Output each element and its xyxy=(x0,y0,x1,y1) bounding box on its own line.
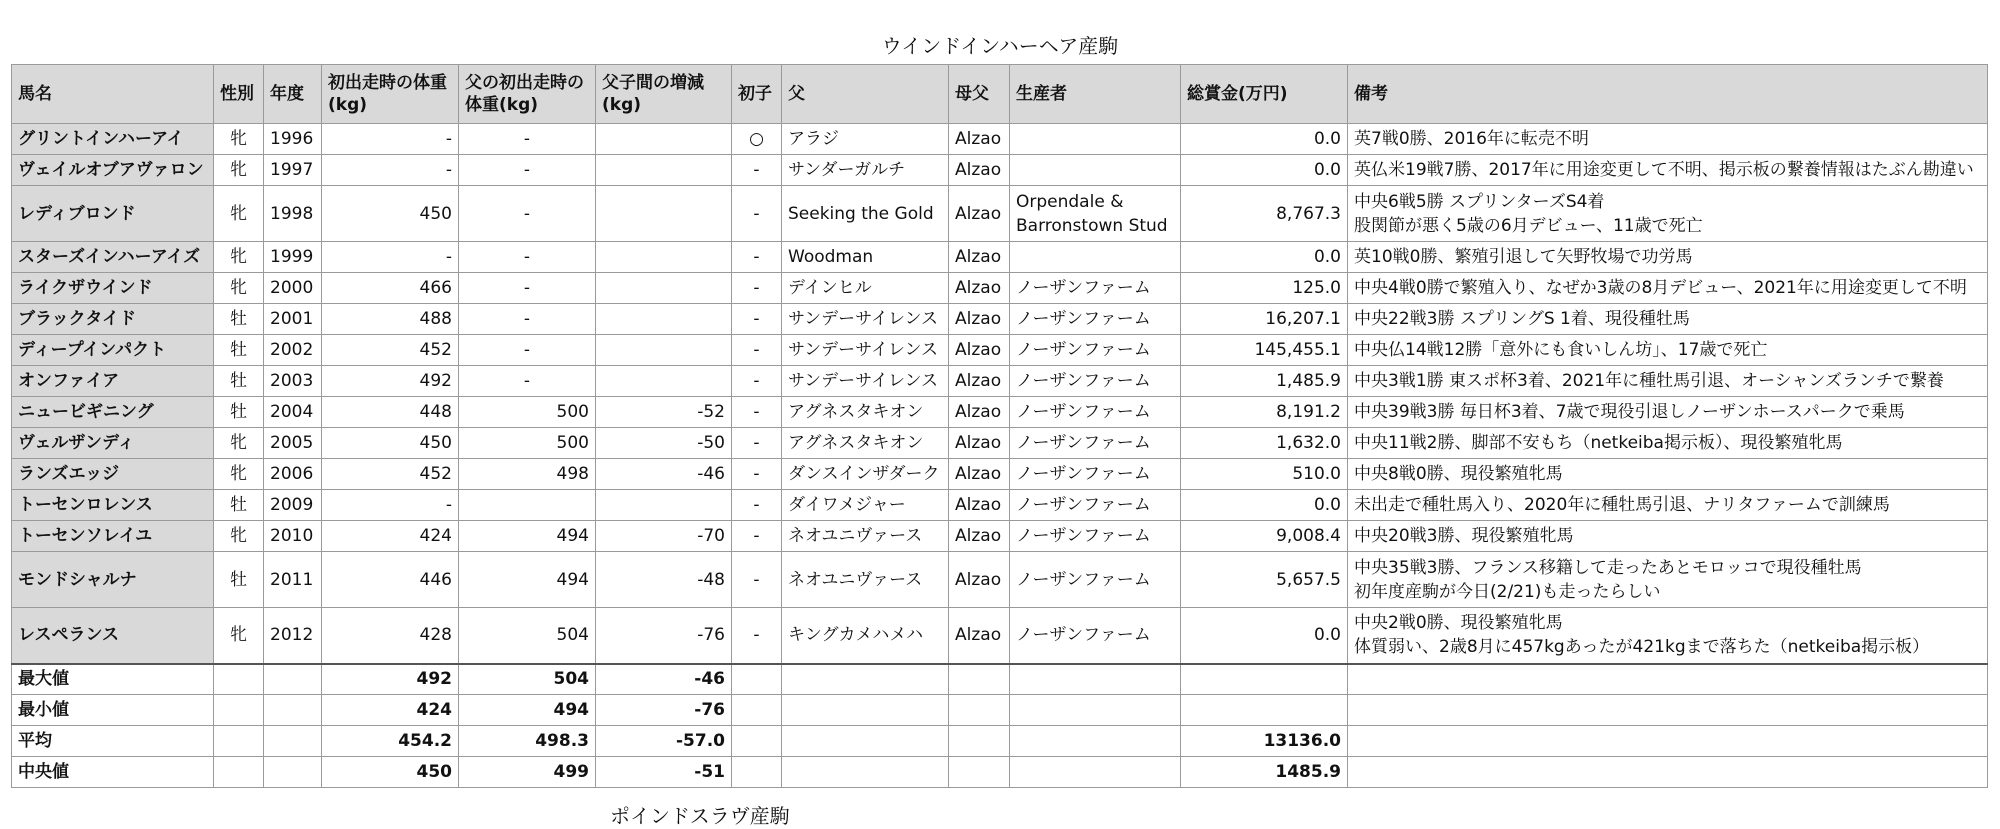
summary-empty-cell xyxy=(732,664,782,695)
summary-diff: -76 xyxy=(596,695,732,726)
cell-name: モンドシャルナ xyxy=(12,552,214,608)
table-row xyxy=(12,124,1988,155)
summary-empty-cell xyxy=(732,726,782,757)
cell-diff: -48 xyxy=(596,552,732,608)
cell-dam-sire: Alzao xyxy=(949,490,1010,521)
cell-year: 2002 xyxy=(264,335,322,366)
cell-prize: 9,008.4 xyxy=(1181,521,1348,552)
cell-first-foal: - xyxy=(732,186,782,242)
summary-empty-cell xyxy=(949,757,1010,788)
cell-sex: 牝 xyxy=(214,608,264,664)
table-row xyxy=(12,335,1988,366)
cell-sire: ネオユニヴァース xyxy=(782,552,949,608)
cell-sire-weight: 500 xyxy=(459,428,596,459)
cell-dam-sire: Alzao xyxy=(949,186,1010,242)
cell-diff: -52 xyxy=(596,397,732,428)
offspring-table xyxy=(11,64,1988,788)
cell-note: 中央11戦2勝、脚部不安もち（netkeiba掲示板）、現役繁殖牝馬 xyxy=(1348,428,1988,459)
cell-note: 中央35戦3勝、フランス移籍して走ったあとモロッコで現役種牡馬 初年度産駒が今日(2/21)も走ったらしい xyxy=(1348,552,1988,608)
summary-sire-weight: 504 xyxy=(459,664,596,695)
cell-name: ニュービギニング xyxy=(12,397,214,428)
cell-prize: 16,207.1 xyxy=(1181,304,1348,335)
summary-label: 中央値 xyxy=(12,757,214,788)
cell-breeder: ノーザンファーム xyxy=(1010,459,1181,490)
cell-name: トーセンソレイユ xyxy=(12,521,214,552)
cell-diff xyxy=(596,186,732,242)
summary-label: 最大値 xyxy=(12,664,214,695)
cell-diff xyxy=(596,242,732,273)
cell-weight: 450 xyxy=(322,428,459,459)
header-sire-weight: 父の初出走時の体重(kg) xyxy=(459,65,596,124)
cell-prize: 145,455.1 xyxy=(1181,335,1348,366)
cell-breeder: Orpendale & Barronstown Stud xyxy=(1010,186,1181,242)
cell-weight: - xyxy=(322,242,459,273)
cell-prize: 0.0 xyxy=(1181,490,1348,521)
summary-empty-cell xyxy=(1348,757,1988,788)
summary-prize xyxy=(1181,664,1348,695)
cell-sex: 牡 xyxy=(214,304,264,335)
cell-prize: 0.0 xyxy=(1181,608,1348,664)
cell-name: レスペランス xyxy=(12,608,214,664)
summary-empty-cell xyxy=(264,757,322,788)
cell-sire: サンデーサイレンス xyxy=(782,366,949,397)
cell-breeder: ノーザンファーム xyxy=(1010,521,1181,552)
cell-name: ヴェイルオブアヴァロン xyxy=(12,155,214,186)
cell-note: 未出走で種牡馬入り、2020年に種牡馬引退、ナリタファームで訓練馬 xyxy=(1348,490,1988,521)
cell-first-foal: - xyxy=(732,521,782,552)
cell-sire: アラジ xyxy=(782,124,949,155)
cell-sire: サンデーサイレンス xyxy=(782,304,949,335)
cell-first-foal: - xyxy=(732,428,782,459)
summary-empty-cell xyxy=(214,664,264,695)
cell-name: ライクザウインド xyxy=(12,273,214,304)
header-year: 年度 xyxy=(264,65,322,124)
cell-sire: アグネスタキオン xyxy=(782,397,949,428)
cell-weight: - xyxy=(322,155,459,186)
cell-year: 1999 xyxy=(264,242,322,273)
header-breeder: 生産者 xyxy=(1010,65,1181,124)
cell-prize: 8,767.3 xyxy=(1181,186,1348,242)
cell-first-foal: - xyxy=(732,155,782,186)
summary-label: 最小値 xyxy=(12,695,214,726)
summary-weight: 424 xyxy=(322,695,459,726)
cell-note: 中央仏14戦12勝「意外にも食いしん坊」、17歳で死亡 xyxy=(1348,335,1988,366)
cell-diff: -76 xyxy=(596,608,732,664)
summary-empty-cell xyxy=(782,726,949,757)
table-row xyxy=(12,186,1988,242)
cell-name: レディブロンド xyxy=(12,186,214,242)
cell-dam-sire: Alzao xyxy=(949,124,1010,155)
cell-name: ヴェルザンディ xyxy=(12,428,214,459)
header-prize: 総賞金(万円) xyxy=(1181,65,1348,124)
cell-first-foal: - xyxy=(732,397,782,428)
cell-breeder: ノーザンファーム xyxy=(1010,273,1181,304)
cell-weight: 492 xyxy=(322,366,459,397)
cell-dam-sire: Alzao xyxy=(949,366,1010,397)
cell-first-foal: - xyxy=(732,335,782,366)
cell-name: ディープインパクト xyxy=(12,335,214,366)
cell-name: トーセンロレンス xyxy=(12,490,214,521)
cell-diff: -50 xyxy=(596,428,732,459)
cell-note: 中央2戦0勝、現役繁殖牝馬 体質弱い、2歳8月に457kgあったが421kgまで落ちた（netkeiba掲示板） xyxy=(1348,608,1988,664)
cell-sire: サンデーサイレンス xyxy=(782,335,949,366)
summary-empty-cell xyxy=(264,726,322,757)
cell-sex: 牝 xyxy=(214,155,264,186)
summary-weight: 454.2 xyxy=(322,726,459,757)
cell-diff xyxy=(596,335,732,366)
cell-breeder: ノーザンファーム xyxy=(1010,304,1181,335)
cell-dam-sire: Alzao xyxy=(949,304,1010,335)
cell-sire-weight: - xyxy=(459,304,596,335)
cell-sire: キングカメハメハ xyxy=(782,608,949,664)
cell-weight: 428 xyxy=(322,608,459,664)
cell-note: 中央39戦3勝 毎日杯3着、7歳で現役引退しノーザンホースパークで乗馬 xyxy=(1348,397,1988,428)
cell-dam-sire: Alzao xyxy=(949,608,1010,664)
cell-dam-sire: Alzao xyxy=(949,459,1010,490)
summary-row xyxy=(12,695,1988,726)
summary-empty-cell xyxy=(264,664,322,695)
summary-prize: 1485.9 xyxy=(1181,757,1348,788)
cell-note: 中央8戦0勝、現役繁殖牝馬 xyxy=(1348,459,1988,490)
header-dam-sire: 母父 xyxy=(949,65,1010,124)
cell-sire-weight: 498 xyxy=(459,459,596,490)
summary-diff: -57.0 xyxy=(596,726,732,757)
cell-year: 2012 xyxy=(264,608,322,664)
cell-year: 2000 xyxy=(264,273,322,304)
cell-first-foal: - xyxy=(732,273,782,304)
cell-prize: 1,485.9 xyxy=(1181,366,1348,397)
cell-name: ブラックタイド xyxy=(12,304,214,335)
summary-diff: -51 xyxy=(596,757,732,788)
cell-name: オンファイア xyxy=(12,366,214,397)
cell-sex: 牡 xyxy=(214,335,264,366)
cell-sex: 牝 xyxy=(214,242,264,273)
table-row xyxy=(12,242,1988,273)
cell-diff xyxy=(596,124,732,155)
cell-first-foal: - xyxy=(732,459,782,490)
cell-sex: 牝 xyxy=(214,428,264,459)
cell-dam-sire: Alzao xyxy=(949,521,1010,552)
cell-weight: 450 xyxy=(322,186,459,242)
summary-row xyxy=(12,757,1988,788)
summary-sire-weight: 498.3 xyxy=(459,726,596,757)
cell-prize: 0.0 xyxy=(1181,242,1348,273)
header-sex: 性別 xyxy=(214,65,264,124)
cell-first-foal: ○ xyxy=(732,124,782,155)
cell-sire: デインヒル xyxy=(782,273,949,304)
summary-empty-cell xyxy=(264,695,322,726)
table-row xyxy=(12,490,1988,521)
cell-prize: 510.0 xyxy=(1181,459,1348,490)
cell-breeder xyxy=(1010,242,1181,273)
cell-first-foal: - xyxy=(732,490,782,521)
cell-prize: 8,191.2 xyxy=(1181,397,1348,428)
cell-sire-weight: 494 xyxy=(459,552,596,608)
header-sire: 父 xyxy=(782,65,949,124)
cell-dam-sire: Alzao xyxy=(949,155,1010,186)
cell-weight: - xyxy=(322,124,459,155)
cell-dam-sire: Alzao xyxy=(949,242,1010,273)
cell-diff: -70 xyxy=(596,521,732,552)
cell-year: 1996 xyxy=(264,124,322,155)
cell-sex: 牡 xyxy=(214,552,264,608)
summary-empty-cell xyxy=(214,726,264,757)
summary-empty-cell xyxy=(214,695,264,726)
cell-prize: 125.0 xyxy=(1181,273,1348,304)
cell-weight: 466 xyxy=(322,273,459,304)
cell-year: 2011 xyxy=(264,552,322,608)
cell-sex: 牝 xyxy=(214,186,264,242)
cell-weight: 452 xyxy=(322,335,459,366)
cell-note: 英7戦0勝、2016年に転売不明 xyxy=(1348,124,1988,155)
cell-sire-weight: 500 xyxy=(459,397,596,428)
cell-sire: アグネスタキオン xyxy=(782,428,949,459)
cell-breeder: ノーザンファーム xyxy=(1010,490,1181,521)
cell-prize: 5,657.5 xyxy=(1181,552,1348,608)
cell-diff xyxy=(596,304,732,335)
summary-weight: 450 xyxy=(322,757,459,788)
cell-sex: 牡 xyxy=(214,490,264,521)
summary-empty-cell xyxy=(1010,726,1181,757)
cell-sire-weight: - xyxy=(459,186,596,242)
summary-empty-cell xyxy=(1348,664,1988,695)
cell-sire-weight: - xyxy=(459,242,596,273)
table-row xyxy=(12,459,1988,490)
cell-breeder xyxy=(1010,124,1181,155)
table-row xyxy=(12,397,1988,428)
cell-dam-sire: Alzao xyxy=(949,335,1010,366)
cell-year: 2004 xyxy=(264,397,322,428)
cell-dam-sire: Alzao xyxy=(949,428,1010,459)
cell-dam-sire: Alzao xyxy=(949,273,1010,304)
summary-empty-cell xyxy=(949,726,1010,757)
cell-name: グリントインハーアイ xyxy=(12,124,214,155)
cell-sex: 牝 xyxy=(214,521,264,552)
cell-breeder: ノーザンファーム xyxy=(1010,397,1181,428)
cell-sex: 牝 xyxy=(214,124,264,155)
cell-first-foal: - xyxy=(732,608,782,664)
header-note: 備考 xyxy=(1348,65,1988,124)
summary-empty-cell xyxy=(949,695,1010,726)
table-title: ウインドインハーヘア産駒 xyxy=(881,34,1119,58)
cell-year: 2001 xyxy=(264,304,322,335)
summary-label: 平均 xyxy=(12,726,214,757)
table-row xyxy=(12,608,1988,664)
cell-sire: ネオユニヴァース xyxy=(782,521,949,552)
cell-year: 2003 xyxy=(264,366,322,397)
cell-sire-weight: 494 xyxy=(459,521,596,552)
summary-empty-cell xyxy=(1348,695,1988,726)
summary-weight: 492 xyxy=(322,664,459,695)
summary-empty-cell xyxy=(732,695,782,726)
cell-sire-weight: - xyxy=(459,124,596,155)
cell-first-foal: - xyxy=(732,552,782,608)
cell-sex: 牝 xyxy=(214,459,264,490)
summary-empty-cell xyxy=(782,664,949,695)
cell-weight: 448 xyxy=(322,397,459,428)
cell-prize: 0.0 xyxy=(1181,124,1348,155)
cell-breeder: ノーザンファーム xyxy=(1010,608,1181,664)
cell-note: 中央22戦3勝 スプリングS 1着、現役種牡馬 xyxy=(1348,304,1988,335)
cell-diff xyxy=(596,366,732,397)
cell-prize: 1,632.0 xyxy=(1181,428,1348,459)
cell-first-foal: - xyxy=(732,304,782,335)
table-row xyxy=(12,521,1988,552)
cell-sire: Seeking the Gold xyxy=(782,186,949,242)
cell-year: 2010 xyxy=(264,521,322,552)
header-name: 馬名 xyxy=(12,65,214,124)
cell-prize: 0.0 xyxy=(1181,155,1348,186)
cell-breeder: ノーザンファーム xyxy=(1010,552,1181,608)
cell-sex: 牡 xyxy=(214,366,264,397)
header-weight: 初出走時の体重(kg) xyxy=(322,65,459,124)
cell-breeder: ノーザンファーム xyxy=(1010,366,1181,397)
cell-year: 2005 xyxy=(264,428,322,459)
cell-diff xyxy=(596,155,732,186)
summary-prize xyxy=(1181,695,1348,726)
summary-empty-cell xyxy=(732,757,782,788)
cell-note: 中央20戦3勝、現役繁殖牝馬 xyxy=(1348,521,1988,552)
table-row xyxy=(12,366,1988,397)
summary-row xyxy=(12,726,1988,757)
cell-sire: Woodman xyxy=(782,242,949,273)
cell-sex: 牝 xyxy=(214,273,264,304)
summary-diff: -46 xyxy=(596,664,732,695)
table-row xyxy=(12,273,1988,304)
table-row xyxy=(12,155,1988,186)
summary-empty-cell xyxy=(1010,664,1181,695)
cell-breeder: ノーザンファーム xyxy=(1010,335,1181,366)
summary-sire-weight: 494 xyxy=(459,695,596,726)
cell-first-foal: - xyxy=(732,366,782,397)
cell-diff xyxy=(596,490,732,521)
cell-sire: ダンスインザダーク xyxy=(782,459,949,490)
table-row xyxy=(12,304,1988,335)
summary-sire-weight: 499 xyxy=(459,757,596,788)
table-row xyxy=(12,428,1988,459)
cell-sire-weight: - xyxy=(459,335,596,366)
summary-prize: 13136.0 xyxy=(1181,726,1348,757)
summary-empty-cell xyxy=(1010,695,1181,726)
cell-note: 中央3戦1勝 東スポ杯3着、2021年に種牡馬引退、オーシャンズランチで繋養 xyxy=(1348,366,1988,397)
cell-name: スターズインハーアイズ xyxy=(12,242,214,273)
cell-sire-weight: - xyxy=(459,273,596,304)
cell-weight: - xyxy=(322,490,459,521)
cell-breeder xyxy=(1010,155,1181,186)
header-row xyxy=(12,65,1988,124)
summary-empty-cell xyxy=(782,695,949,726)
cell-sire-weight: - xyxy=(459,366,596,397)
cell-sex: 牡 xyxy=(214,397,264,428)
summary-row xyxy=(12,664,1988,695)
cell-weight: 488 xyxy=(322,304,459,335)
cell-year: 1997 xyxy=(264,155,322,186)
cell-dam-sire: Alzao xyxy=(949,397,1010,428)
cell-diff xyxy=(596,273,732,304)
cell-diff: -46 xyxy=(596,459,732,490)
header-first-foal: 初子 xyxy=(732,65,782,124)
cell-year: 1998 xyxy=(264,186,322,242)
cell-first-foal: - xyxy=(732,242,782,273)
cell-note: 中央6戦5勝 スプリンターズS4着 股関節が悪く5歳の6月デビュー、11歳で死亡 xyxy=(1348,186,1988,242)
cell-note: 英10戦0勝、繁殖引退して矢野牧場で功労馬 xyxy=(1348,242,1988,273)
cell-weight: 452 xyxy=(322,459,459,490)
summary-empty-cell xyxy=(214,757,264,788)
table-row xyxy=(12,552,1988,608)
cell-sire: ダイワメジャー xyxy=(782,490,949,521)
cell-dam-sire: Alzao xyxy=(949,552,1010,608)
next-table-title: ポインドスラヴ産駒 xyxy=(610,804,790,828)
cell-breeder: ノーザンファーム xyxy=(1010,428,1181,459)
cell-sire-weight xyxy=(459,490,596,521)
cell-year: 2006 xyxy=(264,459,322,490)
cell-note: 中央4戦0勝で繁殖入り、なぜか3歳の8月デビュー、2021年に用途変更して不明 xyxy=(1348,273,1988,304)
cell-year: 2009 xyxy=(264,490,322,521)
cell-weight: 446 xyxy=(322,552,459,608)
cell-name: ランズエッジ xyxy=(12,459,214,490)
cell-note: 英仏米19戦7勝、2017年に用途変更して不明、掲示板の繋養情報はたぶん勘違い xyxy=(1348,155,1988,186)
summary-empty-cell xyxy=(949,664,1010,695)
cell-sire-weight: 504 xyxy=(459,608,596,664)
cell-sire-weight: - xyxy=(459,155,596,186)
summary-empty-cell xyxy=(1010,757,1181,788)
summary-empty-cell xyxy=(782,757,949,788)
cell-sire: サンダーガルチ xyxy=(782,155,949,186)
cell-weight: 424 xyxy=(322,521,459,552)
header-diff: 父子間の増減(kg) xyxy=(596,65,732,124)
summary-empty-cell xyxy=(1348,726,1988,757)
